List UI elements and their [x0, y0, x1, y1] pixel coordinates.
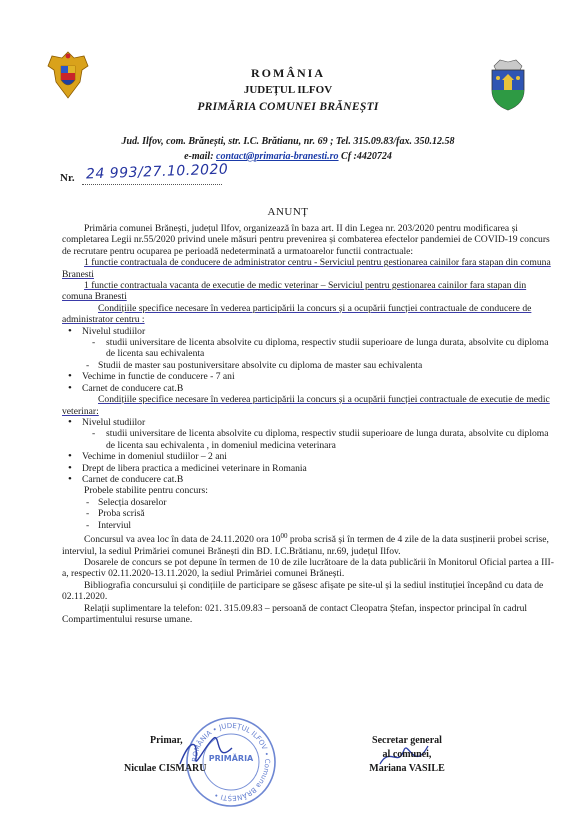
- header-address: Jud. Ilfov, com. Brănești, str. I.C. Brătianu, nr. 69 ; Tel. 315.09.83/fax. 350.12.58: [121, 136, 455, 147]
- list-item: • Carnet de conducere cat.B: [62, 474, 556, 485]
- document-body: [62, 223, 556, 625]
- files-paragraph: Dosarele de concurs se pot depune în termen de 10 de zile lucrătoare de la data publicării în Monitorul Oficial partea a III-a, respectiv 02.11.2020-13.11.2020, la sediul Primăriei comunei Brănești.: [62, 556, 554, 580]
- secretary-name: Mariana VASILE: [369, 763, 445, 774]
- header-country: ROMÂNIA: [251, 66, 325, 80]
- registration-label: Nr.: [60, 172, 75, 184]
- stamp-ring-text: ROMÂNIA • JUDEȚUL ILFOV • Comuna BRĂNEȘTI •: [190, 721, 272, 803]
- bibliography-paragraph: Bibliografia concursului și condițiile de participare se găsesc afișate pe site-ul și la sediul instituției începând cu data de 02.11.2020.: [62, 579, 544, 603]
- list-item: • Vechime in functie de conducere - 7 ani: [62, 371, 556, 382]
- secretary-subtitle: al comunei,: [382, 749, 432, 760]
- registration-number: 24 993/27.10.2020: [85, 161, 229, 183]
- intro-paragraph: Primăria comunei Brănești, județul Ilfov, organizează în baza art. II din Legea nr. 203/2020 pentru modificarea și completarea Legii nr.55/2020 privind unele măsuri pentru prevenirea și combaterea efectelor pandemiei de COVID-19 concurs de recrutare pentru ocuparea pe perioadă nedeterminată a urmatoarelor functii contractuale:: [62, 223, 550, 257]
- position-2: 1 functie contractuala vacanta de executie de medic veterinar – Serviciul pentru gestionarea cainilor fara stapan din comuna Branesti: [62, 280, 527, 303]
- mayor-title: Primar,: [150, 735, 183, 746]
- conditions-1-list: [62, 326, 556, 394]
- list-item: - studii universitare de licenta absolvite cu diploma, respectiv studii superioare de lunga durata, absolvite cu diploma de licenta sau echivalenta , in domeniul medicina veterinara: [62, 428, 556, 451]
- position-1: 1 functie contractuala de conducere de administrator centru - Serviciul pentru gestionarea cainilor fara stapan din comuna Branesti: [62, 257, 551, 280]
- list-item: • Nivelul studiilor: [62, 326, 556, 337]
- email-label: e-mail:: [184, 151, 217, 162]
- list-item: - Proba scrisă: [62, 508, 556, 519]
- secretary-title: Secretar general: [372, 735, 442, 746]
- list-item: - Studii de master sau postuniversitare absolvite cu diploma de master sau echivalenta: [62, 360, 556, 371]
- document-title: ANUNȚ: [267, 206, 309, 218]
- stamp-center-text: PRIMĂRIA: [208, 754, 254, 763]
- trials-title: Probele stabilite pentru concurs:: [84, 485, 208, 497]
- list-item: - Interviul: [62, 520, 556, 531]
- header-contact: [0, 151, 576, 162]
- conditions-2-list: [62, 417, 556, 485]
- mayor-name: Niculae CISMARU: [124, 763, 207, 774]
- conditions-2-title: Condițiile specifice necesare în vederea participării la concurs și a ocupării funcției contractuale de executie de medic veterinar:: [62, 394, 550, 417]
- registration-dotted-line: [82, 184, 222, 185]
- contact-paragraph: Relații suplimentare la telefon: 021. 315.09.83 – persoană de contact Cleopatra Ștefan, inspector principal în cadrul Compartimentului resurse umane.: [62, 602, 528, 625]
- list-item: • Carnet de conducere cat.B: [62, 383, 556, 394]
- date-hour-superscript: 00: [280, 531, 288, 540]
- list-item: - Selecția dosarelor: [62, 497, 556, 508]
- trials-list: [62, 497, 556, 531]
- list-item: • Drept de libera practica a medicinei veterinare in Romania: [62, 463, 556, 474]
- date-text-b: proba scrisă și în termen de 4 zile de la data susținerii probei scrise, interviul, la sediul Primăriei comunei Brănești din BD. I.C.Brătianu, nr.69, județul Ilfov.: [62, 534, 549, 557]
- email-link[interactable]: contact@primaria-branesti.ro: [216, 151, 339, 162]
- header-county: JUDEȚUL ILFOV: [243, 84, 333, 96]
- list-item: • Vechime in domeniul studiilor – 2 ani: [62, 451, 556, 462]
- fiscal-code: Cf :4420724: [338, 151, 392, 162]
- conditions-1-title: Condițiile specifice necesare în vederea participării la concurs și a ocupării funcției contractuale de conducere de administrator centru :: [62, 302, 532, 326]
- list-item: - studii universitare de licenta absolvite cu diploma, respectiv studii superioare de lunga durata, absolvite cu diploma de licenta sau echivalenta: [62, 337, 556, 360]
- list-item: • Nivelul studiilor: [62, 417, 556, 428]
- date-text-a: Concursul va avea loc în data de 24.11.2020 ora 10: [84, 534, 281, 546]
- date-paragraph: [62, 531, 556, 557]
- header-office: PRIMĂRIA COMUNEI BRĂNEȘTI: [197, 101, 379, 113]
